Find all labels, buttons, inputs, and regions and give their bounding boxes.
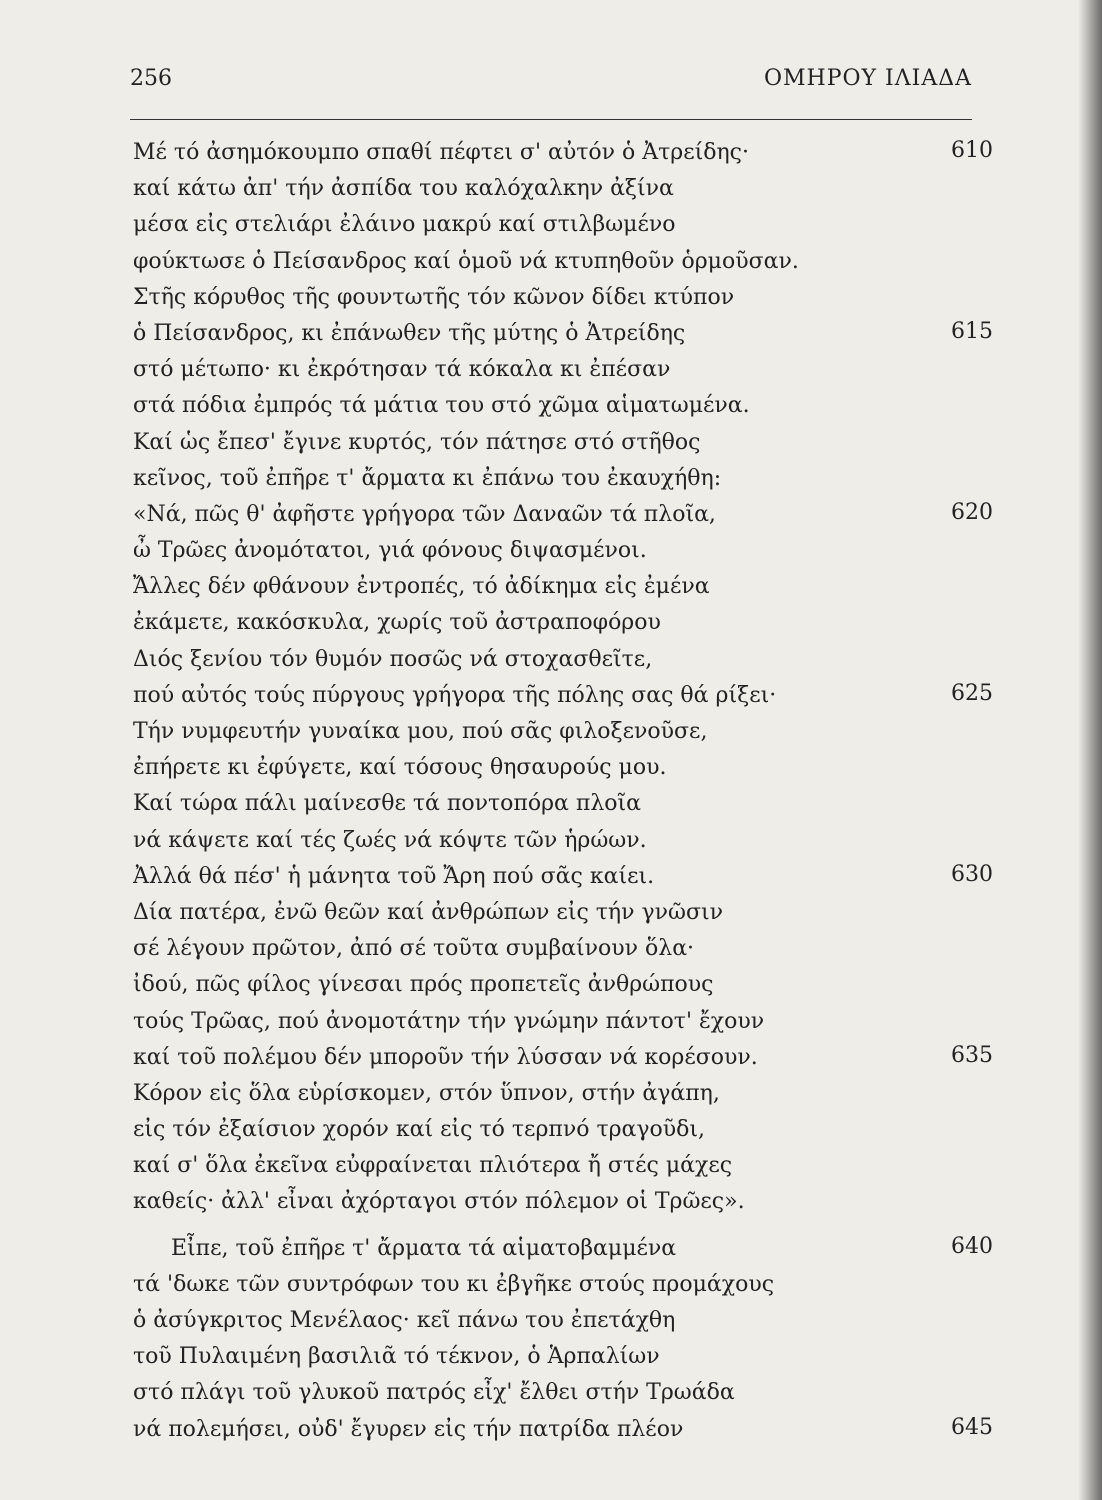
verse-text: Δία πατέρα, ἐνῶ θεῶν καί ἀνθρώπων εἰς τήν γνῶσιν: [133, 899, 723, 925]
verse-line: [133, 678, 993, 714]
verse-line: [133, 1375, 993, 1411]
verse-text: «Νά, πῶς θ' ἀφῆστε γρήγορα τῶν Δαναῶν τά πλοῖα,: [133, 501, 716, 527]
verse-line: [133, 425, 993, 461]
verse-text: ἐπήρετε κι ἐφύγετε, καί τόσους θησαυρούς μου.: [133, 755, 667, 781]
verse-line: [133, 895, 993, 931]
verse-text: μέσα εἰς στελιάρι ἐλάινο μακρύ καί στιλβωμένο: [133, 212, 676, 238]
verse-text: τά 'δωκε τῶν συντρόφων του κι ἐβγῆκε στούς προμάχους: [133, 1271, 775, 1297]
verse-line: [133, 135, 993, 171]
verse-line: [133, 605, 993, 641]
verse-line: [133, 244, 993, 280]
verse-number: 645: [951, 1414, 993, 1440]
verse-line: [133, 1303, 993, 1339]
verse-text: Μέ τό ἀσημόκουμπο σπαθί πέφτει σ' αὐτόν ὁ Ἀτρείδης·: [133, 140, 749, 165]
verse-text: καί κάτω ἀπ' τήν ἀσπίδα του καλόχαλκην ἀξίνα: [133, 176, 674, 202]
verse-text: Ἄλλες δέν φθάνουν ἐντροπές, τό ἀδίκημα εἰς ἐμένα: [133, 574, 710, 600]
verse-line: [133, 316, 993, 352]
verse-number: 630: [951, 861, 993, 887]
verse-text: ὦ Τρῶες ἀνομότατοι, γιά φόνους διψασμένοι.: [133, 538, 647, 564]
verse-text: πού αὐτός τούς πύργους γρήγορα τῆς πόλης σας θά ρίξει·: [133, 682, 777, 708]
verse-line: [133, 461, 993, 497]
verse-block: [133, 135, 993, 1448]
verse-line: [133, 388, 993, 424]
page-number: 256: [130, 66, 172, 91]
verse-line: [133, 823, 993, 859]
verse-line: [133, 931, 993, 967]
verse-text: Τήν νυμφευτήν γυναίκα μου, πού σᾶς φιλοξενοῦσε,: [133, 719, 708, 744]
verse-line: [133, 497, 993, 533]
verse-line: [133, 786, 993, 822]
verse-line: [133, 714, 993, 750]
verse-text: Εἶπε, τοῦ ἐπῆρε τ' ἄρματα τά αἱματοβαμμένα: [171, 1235, 677, 1261]
verse-text: κεῖνος, τοῦ ἐπῆρε τ' ἄρματα κι ἐπάνω του ἐκαυχήθη:: [133, 465, 722, 491]
verse-line: [133, 569, 993, 605]
verse-line: [133, 1076, 993, 1112]
verse-text: καί τοῦ πολέμου δέν μποροῦν τήν λύσσαν νά κορέσουν.: [133, 1044, 758, 1070]
verse-text: σέ λέγουν πρῶτον, ἀπό σέ τοῦτα συμβαίνουν ὅλα·: [133, 936, 695, 962]
verse-line: [133, 967, 993, 1003]
verse-text: νά κάψετε καί τές ζωές νά κόψτε τῶν ἡρώων.: [133, 827, 647, 853]
verse-line: [133, 750, 993, 786]
book-title: ΟΜΗΡΟΥ ΙΛΙΑΔΑ: [763, 66, 972, 91]
verse-text: Ἀλλά θά πέσ' ἡ μάνητα τοῦ Ἄρη πού σᾶς καίει.: [133, 863, 655, 889]
verse-line: [133, 1231, 993, 1267]
verse-number: 615: [951, 318, 993, 344]
verse-line: [133, 533, 993, 569]
verse-line: [133, 280, 993, 316]
header-rule: [130, 119, 972, 120]
verse-line: [133, 207, 993, 243]
verse-text: καί σ' ὅλα ἐκεῖνα εὐφραίνεται πλιότερα ἤ στές μάχες: [133, 1153, 733, 1179]
verse-number: 620: [951, 499, 993, 525]
verse-number: 640: [951, 1233, 993, 1259]
verse-text: Στῆς κόρυθος τῆς φουντωτῆς τόν κῶνον δίδει κτύπον: [133, 284, 735, 310]
verse-text: τούς Τρῶας, πού ἀνομοτάτην τήν γνώμην πάντοτ' ἔχουν: [133, 1008, 765, 1034]
verse-text: ἐκάμετε, κακόσκυλα, χωρίς τοῦ ἀστραποφόρου: [133, 610, 661, 636]
verse-text: ἰδού, πῶς φίλος γίνεσαι πρός προπετεῖς ἀνθρώπους: [133, 972, 714, 998]
running-head: [130, 66, 972, 106]
verse-text: τοῦ Πυλαιμένη βασιλιᾶ τό τέκνον, ὁ Ἁρπαλίων: [133, 1344, 660, 1370]
verse-text: ὁ Πείσανδρος, κι ἐπάνωθεν τῆς μύτης ὁ Ἀτρείδης: [133, 320, 686, 346]
verse-number: 625: [951, 680, 993, 706]
verse-number: 635: [951, 1042, 993, 1068]
verse-line: [133, 1040, 993, 1076]
verse-text: εἰς τόν ἐξαίσιον χορόν καί εἰς τό τερπνό τραγοῦδι,: [133, 1117, 706, 1143]
verse-text: Καί τώρα πάλι μαίνεσθε τά ποντοπόρα πλοῖα: [133, 791, 642, 817]
verse-text: στό μέτωπο· κι ἐκρότησαν τά κόκαλα κι ἐπέσαν: [133, 357, 671, 383]
verse-line: [133, 1412, 993, 1448]
verse-line: [133, 1339, 993, 1375]
verse-line: [133, 642, 993, 678]
verse-text: φούκτωσε ὁ Πείσανδρος καί ὁμοῦ νά κτυπηθοῦν ὁρμοῦσαν.: [133, 248, 799, 274]
verse-text: νά πολεμήσει, οὐδ' ἔγυρεν εἰς τήν πατρίδα πλέον: [133, 1416, 684, 1442]
binding-shadow: [1078, 0, 1102, 1500]
verse-text: καθείς· ἀλλ' εἶναι ἀχόρταγοι στόν πόλεμον οἱ Τρῶες».: [133, 1189, 745, 1215]
verse-number: 610: [951, 138, 993, 163]
verse-text: ὁ ἀσύγκριτος Μενέλαος· κεῖ πάνω του ἐπετάχθη: [133, 1308, 676, 1333]
verse-line: [133, 352, 993, 388]
verse-text: στά πόδια ἐμπρός τά μάτια του στό χῶμα αἱματωμένα.: [133, 393, 750, 419]
verse-line: [133, 1184, 993, 1220]
verse-line: [133, 1004, 993, 1040]
verse-text: Διός ξενίου τόν θυμόν ποσῶς νά στοχασθεῖτε,: [133, 646, 653, 672]
verse-text: Κόρον εἰς ὅλα εὑρίσκομεν, στόν ὕπνον, στήν ἀγάπη,: [133, 1080, 720, 1106]
verse-line: [133, 171, 993, 207]
verse-line: [133, 1148, 993, 1184]
verse-text: στό πλάγι τοῦ γλυκοῦ πατρός εἶχ' ἔλθει στήν Τρωάδα: [133, 1380, 735, 1406]
verse-line: [133, 1267, 993, 1303]
verse-line: [133, 1112, 993, 1148]
verse-text: Καί ὡς ἔπεσ' ἔγινε κυρτός, τόν πάτησε στό στῆθος: [133, 429, 701, 455]
verse-line: [133, 859, 993, 895]
